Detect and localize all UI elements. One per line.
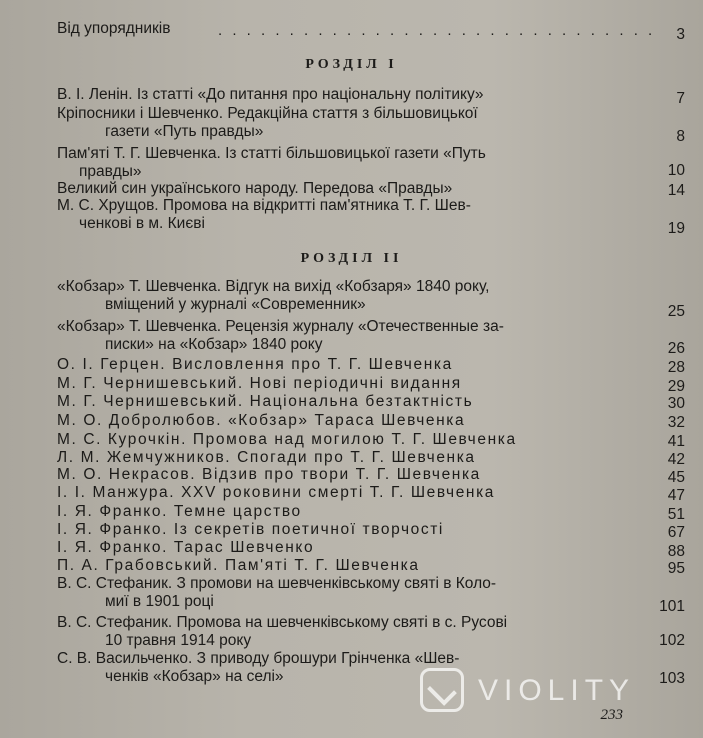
toc-entry-title: С. В. Васильченко. З приводу брошури Грінченка «Шев- xyxy=(57,650,460,667)
toc-entry-title: М. Г. Чернишевський. Національна безтактність xyxy=(57,393,474,410)
toc-entry xyxy=(57,393,645,411)
toc-entry xyxy=(57,431,645,449)
toc-entry xyxy=(57,197,645,233)
toc-entry-title: Кріпосники і Шевченко. Редакційна стаття з більшовицької xyxy=(57,105,478,122)
toc-entry xyxy=(57,466,645,484)
toc-entry-page: 102 xyxy=(659,632,685,649)
watermark xyxy=(420,668,690,720)
toc-entry xyxy=(57,356,645,374)
toc-entry-title-cont: правды» xyxy=(79,163,142,180)
toc-entry xyxy=(57,449,645,467)
toc-entry-title: В. І. Ленін. Із статті «До питання про національну політику» xyxy=(57,86,484,103)
toc-entry xyxy=(57,375,645,393)
toc-entry-title: М. О. Некрасов. Відзив про твори Т. Г. Шевченка xyxy=(57,466,481,483)
violity-logo-icon xyxy=(420,668,464,712)
toc-entry xyxy=(57,575,645,611)
toc-entry-page: 26 xyxy=(667,340,685,357)
toc-entry-title: «Кобзар» Т. Шевченка. Відгук на вихід «Кобзаря» 1840 року, xyxy=(57,278,490,295)
toc-entry-page: 41 xyxy=(667,433,685,450)
toc-entry-title-cont: вміщений у журналі «Современник» xyxy=(105,296,366,313)
toc-entry-title-cont: писки» на «Кобзар» 1840 року xyxy=(105,336,323,353)
toc-entry-title: М. С. Курочкін. Промова над могилою Т. Г. Шевченка xyxy=(57,431,517,448)
watermark-text: VIOLITY xyxy=(478,674,636,707)
toc-entry-page: 32 xyxy=(667,414,685,431)
toc-entry-title: Великий син українського народу. Передова «Правды» xyxy=(57,180,453,197)
toc-entry-title: І. І. Манжура. XXV роковини смерті Т. Г. Шевченка xyxy=(57,484,496,501)
toc-entry xyxy=(57,278,645,314)
toc-entry xyxy=(57,318,645,354)
toc-entry xyxy=(57,614,645,650)
toc-entry-title: І. Я. Франко. Темне царство xyxy=(57,503,302,520)
toc-entry-page: 47 xyxy=(667,487,685,504)
toc-entry xyxy=(57,521,645,539)
toc-entry xyxy=(57,539,645,557)
toc-entry-page: 7 xyxy=(676,90,685,107)
toc-entry-title-cont: 10 травня 1914 року xyxy=(105,632,252,649)
toc-entry-page: 25 xyxy=(667,303,685,320)
page-number: 233 xyxy=(600,707,623,723)
toc-entry-title: Від упорядників xyxy=(57,20,171,37)
toc-entry-title: М. С. Хрущов. Промова на відкритті пам'ятника Т. Г. Шев- xyxy=(57,197,471,214)
toc-entry-page: 95 xyxy=(667,560,685,577)
toc-entry-title: В. С. Стефаник. Промова на шевченківському святі в с. Русові xyxy=(57,614,508,631)
toc-entry-title: І. Я. Франко. Тарас Шевченко xyxy=(57,539,315,556)
toc-entry-title-cont: газети «Путь правды» xyxy=(105,123,264,140)
toc-entry-page: 30 xyxy=(667,395,685,412)
toc-entry-page: 10 xyxy=(667,162,685,179)
section-heading: РОЗДІЛ І xyxy=(305,57,398,72)
toc-entry-title-cont: ченків «Кобзар» на селі» xyxy=(105,668,284,685)
toc-entry-title: «Кобзар» Т. Шевченка. Рецензія журналу «Отечественные за- xyxy=(57,318,504,335)
toc-entry-title: І. Я. Франко. Із секретів поетичної творчості xyxy=(57,521,444,538)
toc-entry-page: 42 xyxy=(667,451,685,468)
toc-entry-page: 28 xyxy=(667,359,685,376)
dot-leader: . . . . . . . . . . . . . . . . . . . . . . . . . . . . . . . xyxy=(218,22,656,39)
toc-entry xyxy=(57,145,645,181)
toc-entry-title: Пам'яті Т. Г. Шевченка. Із статті більшовицької газети «Путь xyxy=(57,145,486,162)
toc-entry xyxy=(57,412,645,430)
toc-entry-page: 101 xyxy=(659,598,685,615)
toc-entry-title: Л. М. Жемчужников. Спогади про Т. Г. Шевченка xyxy=(57,449,476,466)
toc-entry-title: М. Г. Чернишевський. Нові періодичні видання xyxy=(57,375,462,392)
toc-entry xyxy=(57,105,645,141)
toc-entry-page: 67 xyxy=(667,524,685,541)
toc-entry-page: 45 xyxy=(667,469,685,486)
toc-entry-title-cont: ченкові в м. Києві xyxy=(79,215,205,232)
toc-entry-page: 88 xyxy=(667,543,685,560)
toc-entry-page: 103 xyxy=(659,670,685,687)
toc-entry-page: 29 xyxy=(667,378,685,395)
toc-entry xyxy=(57,557,645,575)
toc-entry xyxy=(57,484,645,502)
toc-entry-page: 51 xyxy=(667,506,685,523)
toc-entry-title: М. О. Добролюбов. «Кобзар» Тараса Шевченка xyxy=(57,412,466,429)
toc-entry xyxy=(57,86,645,104)
toc-entry xyxy=(57,503,645,521)
section-heading: РОЗДІЛ ІІ xyxy=(300,251,403,266)
toc-entry xyxy=(57,180,645,198)
toc-entry-page: 3 xyxy=(676,26,685,43)
toc-entry-page: 19 xyxy=(667,220,685,237)
toc-entry-title-cont: миї в 1901 році xyxy=(105,593,214,610)
toc-entry-title: В. С. Стефаник. З промови на шевченківському святі в Коло- xyxy=(57,575,497,592)
toc-entry-title: О. І. Герцен. Висловлення про Т. Г. Шевченка xyxy=(57,356,453,373)
toc-entry-page: 14 xyxy=(667,182,685,199)
toc-entry-page: 8 xyxy=(676,128,685,145)
toc-entry-title: П. А. Грабовський. Пам'яті Т. Г. Шевченка xyxy=(57,557,420,574)
